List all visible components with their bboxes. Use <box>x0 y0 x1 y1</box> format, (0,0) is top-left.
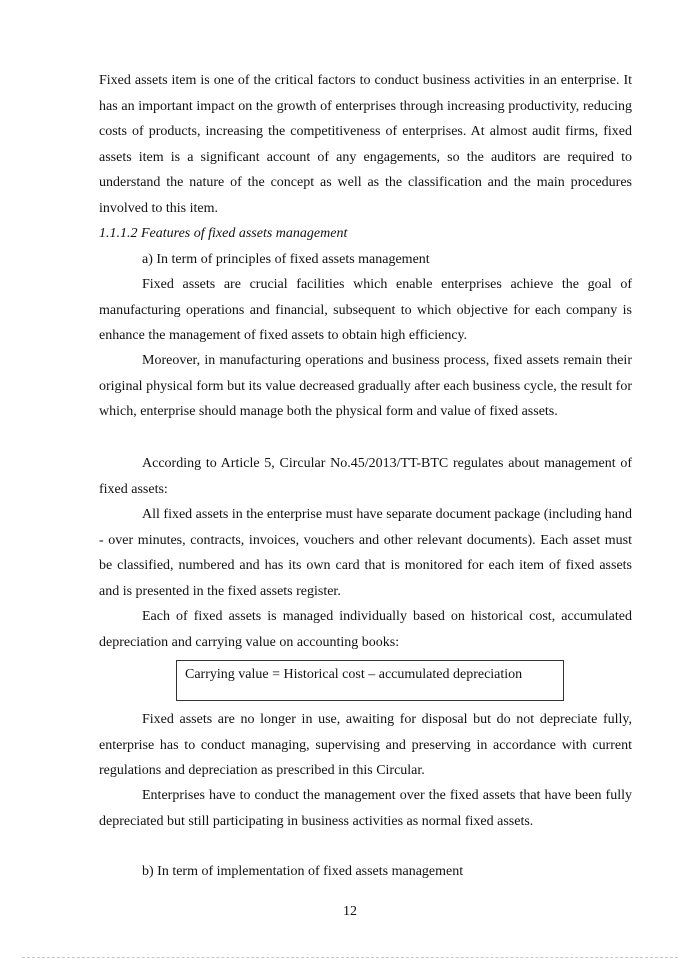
list-item-a: a) In term of principles of fixed assets management <box>142 252 430 267</box>
paragraph-principles: Fixed assets are crucial facilities which enable enterprises achieve the goal of manufacturing operations and financial, subsequent to which objective for each company is enhance the management of fixed assets to obtain high efficiency. <box>99 277 632 344</box>
paragraph-managed-individually: Each of fixed assets is managed individually based on historical cost, accumulated depreciation and carrying value on accounting books: <box>99 609 632 650</box>
paragraph-intro: Fixed assets item is one of the critical factors to conduct business activities in an enterprise. It has an important impact on the growth of enterprises through increasing productivity, reducing costs of products, increasing the competitiveness of enterprises. At almost audit firms, fixed assets item is a significant account of any engagements, so the auditors are required to understand the nature of the concept as well as the classification and the main procedures involved to this item. <box>99 73 632 216</box>
section-heading: 1.1.1.2 Features of fixed assets management <box>99 226 348 241</box>
paragraph-documents: All fixed assets in the enterprise must have separate document package (including hand - over minutes, contracts, invoices, vouchers and other relevant documents). Each asset must be classified, numbered and has its own card that is monitored for each item of fixed assets and is presented in the fixed assets register. <box>99 507 632 599</box>
page-number: 12 <box>343 904 357 919</box>
paragraph-physical-form: Moreover, in manufacturing operations and business process, fixed assets remain their original physical form but its value decreased gradually after each business cycle, the result for which, enterprise should manage both the physical form and value of fixed assets. <box>99 353 632 420</box>
page-bottom-divider <box>22 957 678 958</box>
paragraph-fully-depreciated: Enterprises have to conduct the management over the fixed assets that have been fully depreciated but still participating in business activities as normal fixed assets. <box>99 788 632 829</box>
formula-box: Carrying value = Historical cost – accumulated depreciation <box>176 660 564 701</box>
list-item-b: b) In term of implementation of fixed assets management <box>142 864 464 879</box>
paragraph-circular: According to Article 5, Circular No.45/2013/TT-BTC regulates about management of fixed assets: <box>99 456 632 497</box>
paragraph-disposal: Fixed assets are no longer in use, awaiting for disposal but do not depreciate fully, enterprise has to conduct managing, supervising and preserving in accordance with current regulations and depreciation as prescribed in this Circular. <box>99 712 632 779</box>
